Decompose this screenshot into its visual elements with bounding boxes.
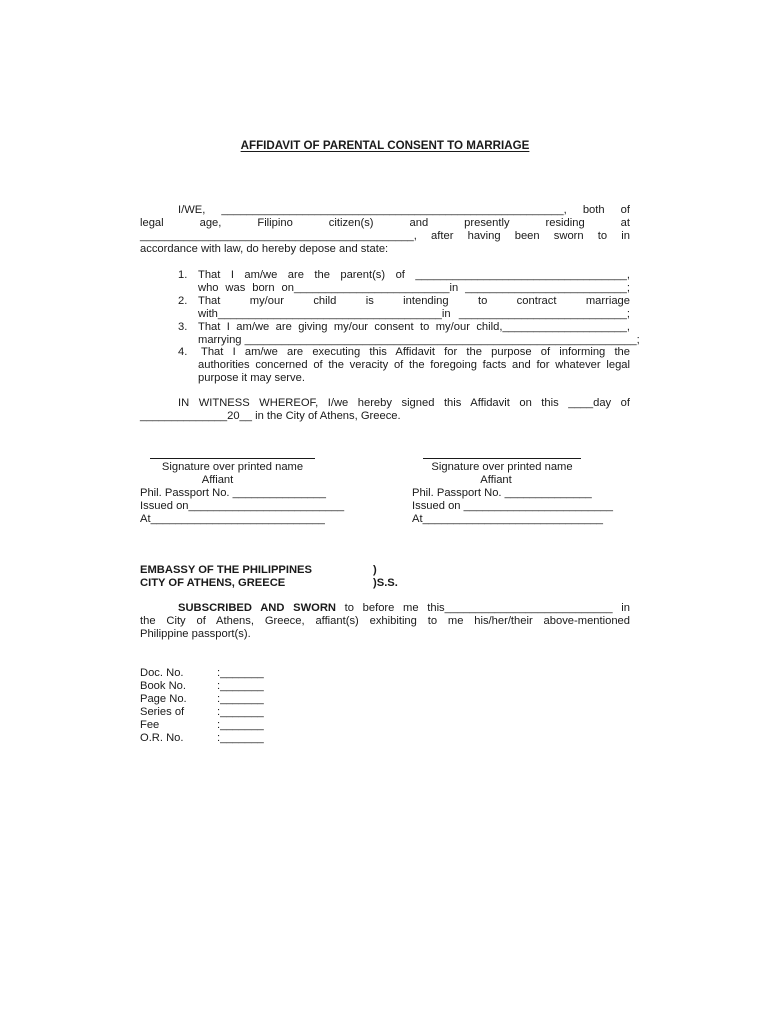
issued-on-field: Issued on ________________________ [412, 500, 613, 512]
intro-line-4: accordance with law, do hereby depose and state: [140, 243, 389, 255]
book-no-label: Book No. [140, 680, 187, 692]
signature-caption: Signature over printed name [161, 461, 304, 473]
or-no-label: O.R. No. [140, 732, 184, 744]
jurat-bold-lead: SUBSCRIBED AND SWORN [178, 602, 336, 614]
item-2-line-2: with____________________________________in ___________________________; [198, 308, 630, 320]
venue-city: CITY OF ATHENS, GREECE [140, 577, 286, 589]
item-2-line-1: That my/our child is intending to contract marriage [198, 295, 630, 307]
intro-line-1: I/WE, _______________________________________________________, both of [178, 204, 630, 216]
witness-line-1: IN WITNESS WHEREOF, I/we hereby signed this Affidavit on this ____day of [178, 397, 630, 409]
affiant-label: Affiant [201, 474, 234, 486]
item-3-line-1: That I am/we are giving my/our consent to my/our child,____________________, [198, 321, 630, 333]
series-label: Series of [140, 706, 185, 718]
item-4-line-2: authorities concerned of the veracity of the foregoing facts and for whatever legal [198, 359, 630, 371]
jurat-line-1-rest: to before me this___________________________ in [344, 602, 631, 614]
signature-line [423, 458, 581, 459]
passport-field: Phil. Passport No. _______________ [140, 487, 326, 499]
fee-value: :_______ [217, 719, 264, 731]
passport-field: Phil. Passport No. ______________ [412, 487, 592, 499]
item-number: 2. [178, 295, 188, 307]
book-no-value: :_______ [217, 680, 264, 692]
item-number: 1. [178, 269, 188, 281]
venue-embassy: EMBASSY OF THE PHILIPPINES [140, 564, 312, 576]
doc-no-label: Doc. No. [140, 667, 184, 679]
item-4-line-1: That I am/we are executing this Affidavit for the purpose of informing the [201, 346, 630, 358]
witness-line-2: ______________20__ in the City of Athens, Greece. [140, 410, 401, 422]
jurat-line-1 [178, 602, 630, 615]
item-3-line-2: marrying _______________________________________________________________; [198, 334, 640, 346]
item-number: 3. [178, 321, 188, 333]
or-no-value: :_______ [217, 732, 264, 744]
issued-at-field: At_____________________________ [412, 513, 604, 525]
intro-line-3: ____________________________________________, after having been sworn to in [140, 230, 630, 242]
jurat-line-3: Philippine passport(s). [140, 628, 251, 640]
item-4-line-3: purpose it may serve. [198, 372, 305, 384]
series-value: :_______ [217, 706, 264, 718]
signature-caption: Signature over printed name [431, 461, 573, 473]
affiant-label: Affiant [480, 474, 512, 486]
jurat-line-2: the City of Athens, Greece, affiant(s) exhibiting to me his/her/their above-mentioned [140, 615, 630, 627]
item-number: 4. [178, 346, 188, 358]
signature-line [150, 458, 315, 459]
page-no-label: Page No. [140, 693, 187, 705]
item-1-line-2: who was born on_________________________in __________________________; [198, 282, 630, 294]
issued-on-field: Issued on_________________________ [140, 500, 345, 512]
doc-no-value: :_______ [217, 667, 264, 679]
page-no-value: :_______ [217, 693, 264, 705]
fee-label: Fee [140, 719, 160, 731]
venue-ss: )S.S. [373, 577, 398, 589]
issued-at-field: At____________________________ [140, 513, 325, 525]
intro-line-2: legal age, Filipino citizen(s) and presently residing at [140, 217, 630, 229]
document-title: AFFIDAVIT OF PARENTAL CONSENT TO MARRIAGE [240, 139, 530, 152]
item-1-line-1: That I am/we are the parent(s) of __________________________________, [198, 269, 630, 281]
venue-bracket: ) [373, 564, 377, 576]
